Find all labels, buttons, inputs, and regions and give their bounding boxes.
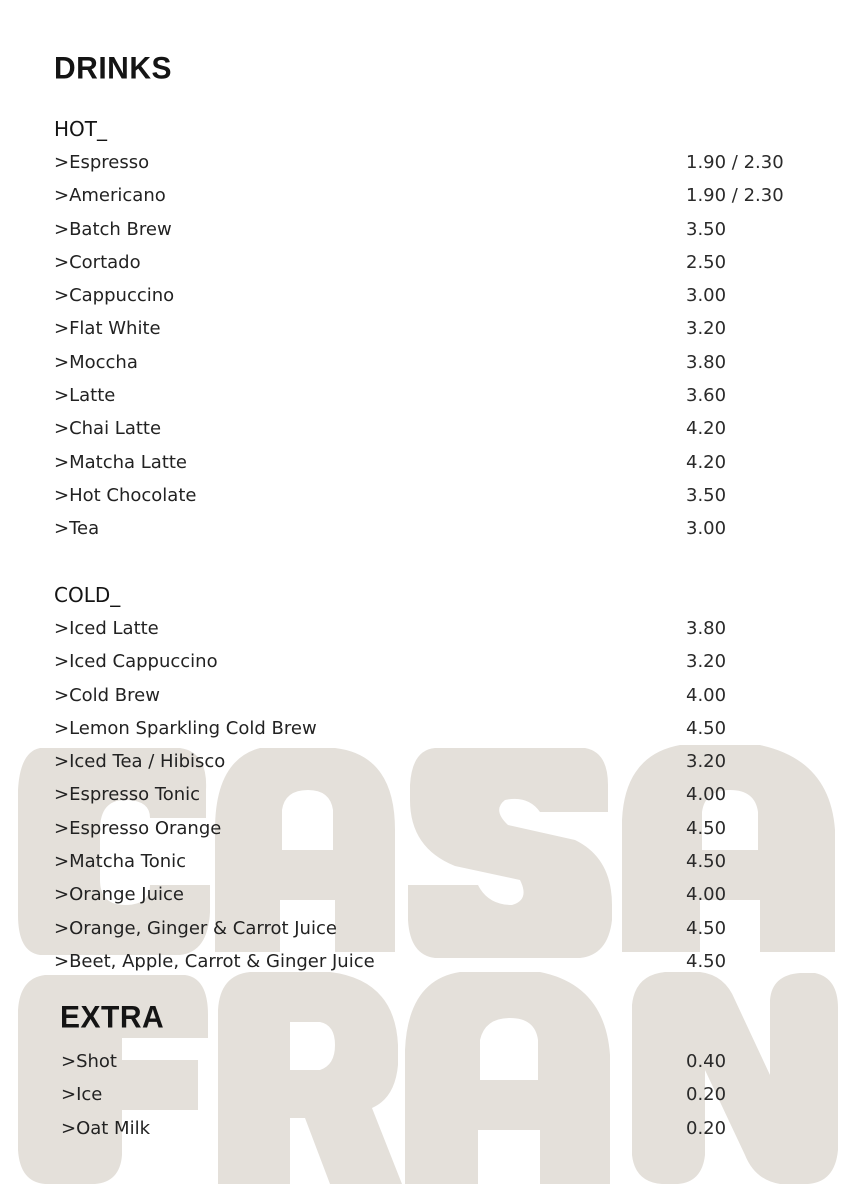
menu-item (54, 146, 814, 179)
menu-item-name: >Oat Milk (61, 1117, 151, 1139)
menu-item-name: >Hot Chocolate (54, 484, 197, 506)
menu-item-price: 1.90 / 2.30 (686, 185, 784, 207)
menu-item (54, 745, 814, 778)
menu-item (54, 812, 814, 845)
menu-item-name: >Moccha (54, 351, 138, 373)
menu-item (54, 479, 814, 512)
menu-item-price: 0.20 (686, 1084, 727, 1106)
menu-item-name: >Shot (61, 1051, 117, 1072)
menu-item-name: >Chai Latte (54, 418, 162, 440)
menu-item (54, 778, 814, 811)
menu-item (54, 213, 814, 246)
menu-item-price: 0.40 (686, 1051, 727, 1072)
menu-item-name: >Iced Cappuccino (54, 651, 218, 673)
menu-item-name: >Iced Tea / Hibisco (54, 751, 226, 773)
cold-section-label: COLD_ (54, 583, 121, 607)
menu-item (54, 379, 814, 412)
hot-drinks-list (54, 146, 814, 546)
menu-item (54, 346, 814, 379)
menu-item-name: >Espresso Orange (54, 817, 222, 839)
menu-item-name: >Espresso Tonic (54, 784, 201, 806)
menu-item (61, 1045, 821, 1078)
menu-item-price: 4.50 (686, 851, 727, 873)
menu-item-price: 4.00 (686, 784, 727, 806)
menu-item-name: >Latte (54, 385, 116, 407)
menu-item-name: >Ice (61, 1084, 103, 1106)
menu-item-name: >Americano (54, 185, 166, 207)
menu-item-name: >Matcha Tonic (54, 851, 187, 873)
menu-item-price: 3.20 (686, 651, 727, 673)
menu-item (54, 878, 814, 911)
menu-item-price: 0.20 (686, 1117, 727, 1139)
hot-section-label: HOT_ (54, 117, 107, 141)
menu-item-price: 1.90 / 2.30 (686, 152, 784, 173)
menu-item-price: 3.50 (686, 218, 727, 240)
menu-item (54, 912, 814, 945)
menu-item (54, 612, 814, 645)
menu-item (54, 845, 814, 878)
menu-item-price: 2.50 (686, 251, 727, 273)
menu-item (54, 412, 814, 445)
menu-item-name: >Tea (54, 518, 100, 540)
menu-item-price: 4.50 (686, 817, 727, 839)
menu-item-price: 3.20 (686, 751, 727, 773)
menu-item (61, 1078, 821, 1111)
menu-item-price: 3.00 (686, 518, 727, 540)
menu-item (54, 712, 814, 745)
menu-item-name: >Flat White (54, 318, 161, 340)
menu-item-name: >Iced Latte (54, 618, 159, 639)
menu-item-name: >Orange, Ginger & Carrot Juice (54, 917, 337, 939)
menu-item (54, 446, 814, 479)
menu-item (54, 279, 814, 312)
menu-item-name: >Cold Brew (54, 684, 160, 706)
menu-item (54, 312, 814, 345)
menu-item-price: 3.20 (686, 318, 727, 340)
menu-item-name: >Batch Brew (54, 218, 172, 240)
menu-item-price: 4.00 (686, 884, 727, 906)
extra-list (61, 1045, 821, 1145)
menu-item-price: 4.00 (686, 684, 727, 706)
menu-item-price: 3.00 (686, 285, 727, 307)
menu-item (54, 512, 814, 545)
menu-item-price: 4.50 (686, 717, 727, 739)
menu-item-price: 4.20 (686, 418, 727, 440)
menu-item-price: 3.60 (686, 385, 727, 407)
menu-item-price: 3.80 (686, 618, 727, 639)
menu-item (54, 679, 814, 712)
menu-item-price: 4.20 (686, 451, 727, 473)
menu-item (54, 645, 814, 678)
menu-item-name: >Beet, Apple, Carrot & Ginger Juice (54, 950, 375, 972)
menu-item-price: 3.50 (686, 484, 727, 506)
menu-item-price: 4.50 (686, 917, 727, 939)
extra-heading: EXTRA (60, 1000, 165, 1035)
menu-item (61, 1112, 821, 1145)
menu-item (54, 246, 814, 279)
menu-item-name: >Matcha Latte (54, 451, 188, 473)
menu-item (54, 179, 814, 212)
menu-item (54, 945, 814, 978)
drinks-heading: DRINKS (54, 51, 173, 86)
menu-item-price: 3.80 (686, 351, 727, 373)
menu-item-name: >Lemon Sparkling Cold Brew (54, 717, 317, 739)
menu-item-price: 4.50 (686, 950, 727, 972)
menu-item-name: >Orange Juice (54, 884, 184, 906)
menu-item-name: >Cortado (54, 251, 141, 273)
cold-drinks-list (54, 612, 814, 978)
menu-item-name: >Espresso (54, 152, 150, 173)
menu-item-name: >Cappuccino (54, 285, 175, 307)
